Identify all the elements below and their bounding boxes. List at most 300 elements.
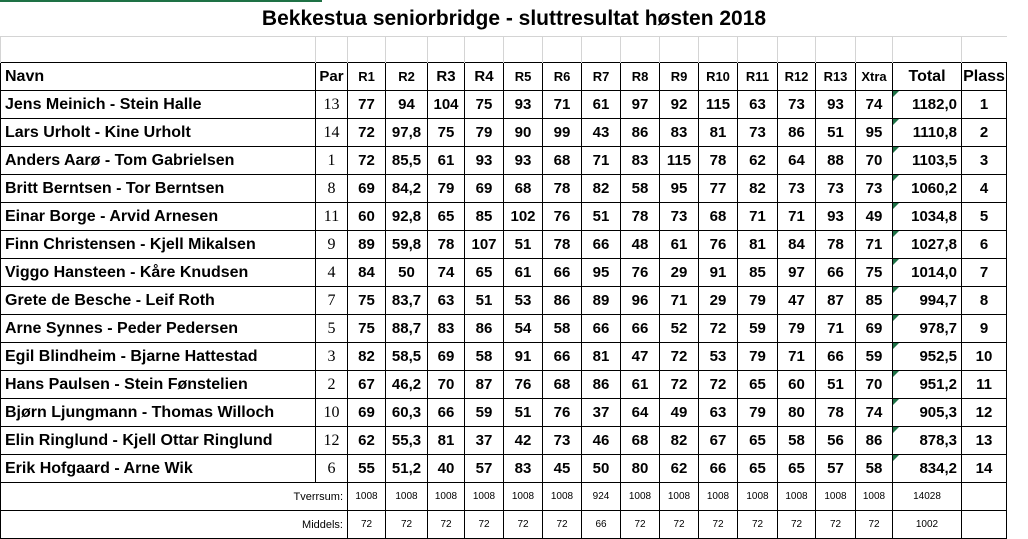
pair-name[interactable]: Einar Borge - Arvid Arnesen <box>1 203 316 231</box>
round-score[interactable]: 67 <box>699 427 738 455</box>
round-score[interactable]: 88,7 <box>386 315 428 343</box>
pair-number[interactable]: 5 <box>316 315 348 343</box>
round-score[interactable]: 62 <box>348 427 386 455</box>
average-row-value[interactable]: 72 <box>738 511 778 539</box>
round-score[interactable]: 71 <box>816 315 856 343</box>
round-score[interactable]: 63 <box>428 287 465 315</box>
round-score[interactable]: 93 <box>816 91 856 119</box>
round-score[interactable]: 83 <box>428 315 465 343</box>
round-score[interactable]: 107 <box>465 231 504 259</box>
pair-name[interactable]: Bjørn Ljungmann - Thomas Willoch <box>1 399 316 427</box>
average-row-value[interactable]: 66 <box>582 511 621 539</box>
round-score[interactable]: 55,3 <box>386 427 428 455</box>
average-row-value[interactable]: 72 <box>699 511 738 539</box>
round-score[interactable]: 42 <box>504 427 543 455</box>
average-row-total[interactable]: 1002 <box>893 511 962 539</box>
round-score[interactable]: 86 <box>465 315 504 343</box>
round-score[interactable]: 93 <box>465 147 504 175</box>
total-score[interactable] <box>893 371 962 399</box>
round-score[interactable]: 65 <box>738 371 778 399</box>
placement[interactable]: 5 <box>962 203 1007 231</box>
round-score[interactable]: 60 <box>778 371 816 399</box>
round-score[interactable]: 66 <box>543 343 582 371</box>
round-score[interactable]: 60 <box>348 203 386 231</box>
round-score[interactable]: 58 <box>778 427 816 455</box>
pair-number[interactable]: 3 <box>316 343 348 371</box>
round-score[interactable]: 63 <box>699 399 738 427</box>
round-score[interactable]: 29 <box>660 259 699 287</box>
sum-row-value[interactable]: 1008 <box>621 483 660 511</box>
round-score[interactable]: 72 <box>348 147 386 175</box>
header-plass[interactable]: Plass <box>962 63 1007 91</box>
header-round[interactable]: R7 <box>582 63 621 91</box>
round-score[interactable]: 72 <box>699 315 738 343</box>
round-score[interactable]: 55 <box>348 455 386 483</box>
average-row-value[interactable]: 72 <box>660 511 699 539</box>
placement[interactable]: 13 <box>962 427 1007 455</box>
round-score[interactable]: 66 <box>428 399 465 427</box>
round-score[interactable]: 74 <box>428 259 465 287</box>
round-score[interactable]: 51 <box>504 399 543 427</box>
round-score[interactable]: 57 <box>816 455 856 483</box>
round-score[interactable]: 97 <box>621 91 660 119</box>
round-score[interactable]: 66 <box>543 259 582 287</box>
pair-number[interactable]: 6 <box>316 455 348 483</box>
round-score[interactable]: 87 <box>465 371 504 399</box>
round-score[interactable]: 49 <box>660 399 699 427</box>
round-score[interactable]: 78 <box>816 399 856 427</box>
round-score[interactable]: 77 <box>699 175 738 203</box>
round-score[interactable]: 83 <box>621 147 660 175</box>
round-score[interactable]: 95 <box>856 119 893 147</box>
round-score[interactable]: 81 <box>582 343 621 371</box>
round-score[interactable]: 51 <box>816 371 856 399</box>
round-score[interactable]: 97 <box>778 259 816 287</box>
header-round[interactable]: R12 <box>778 63 816 91</box>
round-score[interactable]: 66 <box>816 343 856 371</box>
pair-name[interactable]: Britt Berntsen - Tor Berntsen <box>1 175 316 203</box>
round-score[interactable]: 85,5 <box>386 147 428 175</box>
sum-row-value[interactable]: 1008 <box>428 483 465 511</box>
round-score[interactable]: 92 <box>660 91 699 119</box>
pair-number[interactable]: 14 <box>316 119 348 147</box>
total-score[interactable] <box>893 175 962 203</box>
round-score[interactable]: 65 <box>428 203 465 231</box>
placement[interactable]: 8 <box>962 287 1007 315</box>
round-score[interactable]: 59 <box>856 343 893 371</box>
round-score[interactable]: 60,3 <box>386 399 428 427</box>
header-round[interactable]: R13 <box>816 63 856 91</box>
placement[interactable]: 7 <box>962 259 1007 287</box>
pair-number[interactable]: 11 <box>316 203 348 231</box>
round-score[interactable]: 94 <box>386 91 428 119</box>
sum-row-value[interactable]: 1008 <box>348 483 386 511</box>
round-score[interactable]: 73 <box>778 91 816 119</box>
round-score[interactable]: 75 <box>428 119 465 147</box>
round-score[interactable]: 68 <box>543 147 582 175</box>
round-score[interactable]: 85 <box>856 287 893 315</box>
total-score[interactable] <box>893 231 962 259</box>
round-score[interactable]: 51,2 <box>386 455 428 483</box>
round-score[interactable]: 68 <box>504 175 543 203</box>
header-round[interactable]: R11 <box>738 63 778 91</box>
pair-number[interactable]: 9 <box>316 231 348 259</box>
placement[interactable]: 4 <box>962 175 1007 203</box>
round-score[interactable]: 80 <box>778 399 816 427</box>
round-score[interactable]: 115 <box>660 147 699 175</box>
round-score[interactable]: 78 <box>621 203 660 231</box>
sum-row-value[interactable]: 1008 <box>738 483 778 511</box>
pair-name[interactable]: Finn Christensen - Kjell Mikalsen <box>1 231 316 259</box>
round-score[interactable]: 68 <box>543 371 582 399</box>
round-score[interactable]: 65 <box>738 427 778 455</box>
average-row-label[interactable]: Middels: <box>1 511 348 539</box>
average-row-value[interactable]: 72 <box>504 511 543 539</box>
round-score[interactable]: 69 <box>348 399 386 427</box>
average-row-empty[interactable] <box>962 511 1007 539</box>
sum-row-value[interactable]: 1008 <box>778 483 816 511</box>
sum-row-value[interactable]: 1008 <box>699 483 738 511</box>
round-score[interactable]: 65 <box>778 455 816 483</box>
header-round[interactable]: R5 <box>504 63 543 91</box>
round-score[interactable]: 64 <box>778 147 816 175</box>
round-score[interactable]: 82 <box>348 343 386 371</box>
sum-row-value[interactable]: 1008 <box>816 483 856 511</box>
round-score[interactable]: 73 <box>660 203 699 231</box>
round-score[interactable]: 71 <box>582 147 621 175</box>
round-score[interactable]: 63 <box>738 91 778 119</box>
round-score[interactable]: 58 <box>543 315 582 343</box>
average-row-value[interactable]: 72 <box>465 511 504 539</box>
round-score[interactable]: 69 <box>856 315 893 343</box>
header-round[interactable]: Xtra <box>856 63 893 91</box>
round-score[interactable]: 75 <box>348 315 386 343</box>
round-score[interactable]: 57 <box>465 455 504 483</box>
round-score[interactable]: 72 <box>660 343 699 371</box>
round-score[interactable]: 69 <box>428 343 465 371</box>
header-round[interactable]: R9 <box>660 63 699 91</box>
round-score[interactable]: 59,8 <box>386 231 428 259</box>
round-score[interactable]: 71 <box>660 287 699 315</box>
round-score[interactable]: 37 <box>465 427 504 455</box>
header-round[interactable]: R4 <box>465 63 504 91</box>
pair-name[interactable]: Erik Hofgaard - Arne Wik <box>1 455 316 483</box>
round-score[interactable]: 86 <box>778 119 816 147</box>
placement[interactable]: 6 <box>962 231 1007 259</box>
average-row-value[interactable]: 72 <box>778 511 816 539</box>
round-score[interactable]: 71 <box>856 231 893 259</box>
placement[interactable]: 11 <box>962 371 1007 399</box>
total-score[interactable] <box>893 203 962 231</box>
round-score[interactable]: 79 <box>738 399 778 427</box>
round-score[interactable]: 86 <box>856 427 893 455</box>
average-row-value[interactable]: 72 <box>348 511 386 539</box>
round-score[interactable]: 68 <box>699 203 738 231</box>
total-score[interactable] <box>893 259 962 287</box>
average-row-value[interactable]: 72 <box>816 511 856 539</box>
round-score[interactable]: 61 <box>428 147 465 175</box>
pair-name[interactable]: Lars Urholt - Kine Urholt <box>1 119 316 147</box>
round-score[interactable]: 74 <box>856 399 893 427</box>
round-score[interactable]: 68 <box>621 427 660 455</box>
round-score[interactable]: 97,8 <box>386 119 428 147</box>
round-score[interactable]: 62 <box>738 147 778 175</box>
round-score[interactable]: 46 <box>582 427 621 455</box>
header-round[interactable]: R3 <box>428 63 465 91</box>
round-score[interactable]: 78 <box>428 231 465 259</box>
round-score[interactable]: 58 <box>465 343 504 371</box>
total-score[interactable] <box>893 91 962 119</box>
total-score[interactable] <box>893 427 962 455</box>
round-score[interactable]: 79 <box>428 175 465 203</box>
round-score[interactable]: 73 <box>856 175 893 203</box>
total-score[interactable] <box>893 287 962 315</box>
pair-name[interactable]: Arne Synnes - Peder Pedersen <box>1 315 316 343</box>
round-score[interactable]: 91 <box>504 343 543 371</box>
round-score[interactable]: 29 <box>699 287 738 315</box>
round-score[interactable]: 48 <box>621 231 660 259</box>
round-score[interactable]: 51 <box>465 287 504 315</box>
pair-name[interactable]: Jens Meinich - Stein Halle <box>1 91 316 119</box>
round-score[interactable]: 67 <box>348 371 386 399</box>
round-score[interactable]: 62 <box>660 455 699 483</box>
average-row-value[interactable]: 72 <box>621 511 660 539</box>
pair-number[interactable]: 12 <box>316 427 348 455</box>
round-score[interactable]: 79 <box>778 315 816 343</box>
round-score[interactable]: 75 <box>856 259 893 287</box>
pair-number[interactable]: 7 <box>316 287 348 315</box>
round-score[interactable]: 82 <box>582 175 621 203</box>
round-score[interactable]: 115 <box>699 91 738 119</box>
round-score[interactable]: 40 <box>428 455 465 483</box>
round-score[interactable]: 77 <box>348 91 386 119</box>
round-score[interactable]: 73 <box>543 427 582 455</box>
round-score[interactable]: 84 <box>778 231 816 259</box>
round-score[interactable]: 76 <box>543 399 582 427</box>
round-score[interactable]: 83,7 <box>386 287 428 315</box>
sum-row-value[interactable]: 1008 <box>543 483 582 511</box>
round-score[interactable]: 64 <box>621 399 660 427</box>
round-score[interactable]: 83 <box>660 119 699 147</box>
round-score[interactable]: 89 <box>582 287 621 315</box>
round-score[interactable]: 71 <box>778 343 816 371</box>
round-score[interactable]: 66 <box>582 231 621 259</box>
round-score[interactable]: 58 <box>856 455 893 483</box>
round-score[interactable]: 66 <box>582 315 621 343</box>
round-score[interactable]: 79 <box>738 343 778 371</box>
round-score[interactable]: 45 <box>543 455 582 483</box>
round-score[interactable]: 47 <box>778 287 816 315</box>
round-score[interactable]: 76 <box>543 203 582 231</box>
header-round[interactable]: R1 <box>348 63 386 91</box>
round-score[interactable]: 73 <box>816 175 856 203</box>
average-row-value[interactable]: 72 <box>543 511 582 539</box>
total-score[interactable] <box>893 343 962 371</box>
average-row-value[interactable]: 72 <box>428 511 465 539</box>
round-score[interactable]: 76 <box>621 259 660 287</box>
round-score[interactable]: 46,2 <box>386 371 428 399</box>
round-score[interactable]: 54 <box>504 315 543 343</box>
pair-number[interactable]: 1 <box>316 147 348 175</box>
round-score[interactable]: 66 <box>621 315 660 343</box>
header-round[interactable]: R2 <box>386 63 428 91</box>
header-round[interactable]: R10 <box>699 63 738 91</box>
pair-name[interactable]: Egil Blindheim - Bjarne Hattestad <box>1 343 316 371</box>
round-score[interactable]: 49 <box>856 203 893 231</box>
round-score[interactable]: 86 <box>582 371 621 399</box>
round-score[interactable]: 61 <box>582 91 621 119</box>
sum-row-total[interactable]: 14028 <box>893 483 962 511</box>
round-score[interactable]: 76 <box>504 371 543 399</box>
round-score[interactable]: 91 <box>699 259 738 287</box>
sum-row-empty[interactable] <box>962 483 1007 511</box>
round-score[interactable]: 81 <box>428 427 465 455</box>
round-score[interactable]: 72 <box>660 371 699 399</box>
round-score[interactable]: 70 <box>856 147 893 175</box>
round-score[interactable]: 85 <box>738 259 778 287</box>
round-score[interactable]: 61 <box>504 259 543 287</box>
total-score[interactable] <box>893 399 962 427</box>
round-score[interactable]: 65 <box>465 259 504 287</box>
round-score[interactable]: 53 <box>504 287 543 315</box>
round-score[interactable]: 69 <box>348 175 386 203</box>
round-score[interactable]: 104 <box>428 91 465 119</box>
round-score[interactable]: 84 <box>348 259 386 287</box>
round-score[interactable]: 86 <box>543 287 582 315</box>
round-score[interactable]: 79 <box>738 287 778 315</box>
total-score[interactable] <box>893 119 962 147</box>
round-score[interactable]: 75 <box>465 91 504 119</box>
placement[interactable]: 14 <box>962 455 1007 483</box>
round-score[interactable]: 82 <box>660 427 699 455</box>
round-score[interactable]: 73 <box>738 119 778 147</box>
round-score[interactable]: 52 <box>660 315 699 343</box>
placement[interactable]: 2 <box>962 119 1007 147</box>
pair-number[interactable]: 8 <box>316 175 348 203</box>
round-score[interactable]: 73 <box>778 175 816 203</box>
round-score[interactable]: 58,5 <box>386 343 428 371</box>
round-score[interactable]: 50 <box>582 455 621 483</box>
header-round[interactable]: R8 <box>621 63 660 91</box>
round-score[interactable]: 37 <box>582 399 621 427</box>
header-round[interactable]: R6 <box>543 63 582 91</box>
pair-number[interactable]: 10 <box>316 399 348 427</box>
round-score[interactable]: 93 <box>504 91 543 119</box>
round-score[interactable]: 85 <box>465 203 504 231</box>
pair-name[interactable]: Anders Aarø - Tom Gabrielsen <box>1 147 316 175</box>
round-score[interactable]: 76 <box>699 231 738 259</box>
round-score[interactable]: 86 <box>621 119 660 147</box>
total-score[interactable] <box>893 315 962 343</box>
placement[interactable]: 3 <box>962 147 1007 175</box>
round-score[interactable]: 89 <box>348 231 386 259</box>
round-score[interactable]: 75 <box>348 287 386 315</box>
round-score[interactable]: 78 <box>816 231 856 259</box>
round-score[interactable]: 66 <box>699 455 738 483</box>
round-score[interactable]: 51 <box>816 119 856 147</box>
header-name[interactable]: Navn <box>1 63 316 91</box>
sum-row-value[interactable]: 924 <box>582 483 621 511</box>
round-score[interactable]: 58 <box>621 175 660 203</box>
round-score[interactable]: 90 <box>504 119 543 147</box>
placement[interactable]: 1 <box>962 91 1007 119</box>
average-row-value[interactable]: 72 <box>386 511 428 539</box>
round-score[interactable]: 47 <box>621 343 660 371</box>
round-score[interactable]: 95 <box>660 175 699 203</box>
round-score[interactable]: 87 <box>816 287 856 315</box>
round-score[interactable]: 78 <box>543 231 582 259</box>
round-score[interactable]: 95 <box>582 259 621 287</box>
round-score[interactable]: 83 <box>504 455 543 483</box>
pair-name[interactable]: Elin Ringlund - Kjell Ottar Ringlund <box>1 427 316 455</box>
pair-number[interactable]: 13 <box>316 91 348 119</box>
total-score[interactable] <box>893 147 962 175</box>
round-score[interactable]: 51 <box>582 203 621 231</box>
round-score[interactable]: 61 <box>660 231 699 259</box>
round-score[interactable]: 80 <box>621 455 660 483</box>
sum-row-value[interactable]: 1008 <box>660 483 699 511</box>
round-score[interactable]: 65 <box>738 455 778 483</box>
sum-row-value[interactable]: 1008 <box>386 483 428 511</box>
round-score[interactable]: 56 <box>816 427 856 455</box>
round-score[interactable]: 59 <box>738 315 778 343</box>
round-score[interactable]: 71 <box>543 91 582 119</box>
sum-row-label[interactable]: Tverrsum: <box>1 483 348 511</box>
sum-row-value[interactable]: 1008 <box>465 483 504 511</box>
round-score[interactable]: 99 <box>543 119 582 147</box>
round-score[interactable]: 96 <box>621 287 660 315</box>
round-score[interactable]: 74 <box>856 91 893 119</box>
round-score[interactable]: 69 <box>465 175 504 203</box>
round-score[interactable]: 70 <box>428 371 465 399</box>
sum-row-value[interactable]: 1008 <box>504 483 543 511</box>
round-score[interactable]: 82 <box>738 175 778 203</box>
round-score[interactable]: 70 <box>856 371 893 399</box>
round-score[interactable]: 93 <box>816 203 856 231</box>
round-score[interactable]: 72 <box>348 119 386 147</box>
round-score[interactable]: 50 <box>386 259 428 287</box>
round-score[interactable]: 71 <box>738 203 778 231</box>
round-score[interactable]: 93 <box>504 147 543 175</box>
pair-number[interactable]: 4 <box>316 259 348 287</box>
pair-name[interactable]: Hans Paulsen - Stein Fønstelien <box>1 371 316 399</box>
round-score[interactable]: 71 <box>778 203 816 231</box>
header-par[interactable]: Par <box>316 63 348 91</box>
placement[interactable]: 9 <box>962 315 1007 343</box>
pair-name[interactable]: Grete de Besche - Leif Roth <box>1 287 316 315</box>
round-score[interactable]: 102 <box>504 203 543 231</box>
average-row-value[interactable]: 72 <box>856 511 893 539</box>
placement[interactable]: 12 <box>962 399 1007 427</box>
pair-number[interactable]: 2 <box>316 371 348 399</box>
round-score[interactable]: 79 <box>465 119 504 147</box>
round-score[interactable]: 53 <box>699 343 738 371</box>
header-total[interactable]: Total <box>893 63 962 91</box>
round-score[interactable]: 51 <box>504 231 543 259</box>
round-score[interactable]: 61 <box>621 371 660 399</box>
round-score[interactable]: 66 <box>816 259 856 287</box>
round-score[interactable]: 59 <box>465 399 504 427</box>
sum-row-value[interactable]: 1008 <box>856 483 893 511</box>
round-score[interactable]: 72 <box>699 371 738 399</box>
pair-name[interactable]: Viggo Hansteen - Kåre Knudsen <box>1 259 316 287</box>
placement[interactable]: 10 <box>962 343 1007 371</box>
round-score[interactable]: 92,8 <box>386 203 428 231</box>
round-score[interactable]: 78 <box>543 175 582 203</box>
round-score[interactable]: 81 <box>699 119 738 147</box>
total-score[interactable] <box>893 455 962 483</box>
round-score[interactable]: 84,2 <box>386 175 428 203</box>
